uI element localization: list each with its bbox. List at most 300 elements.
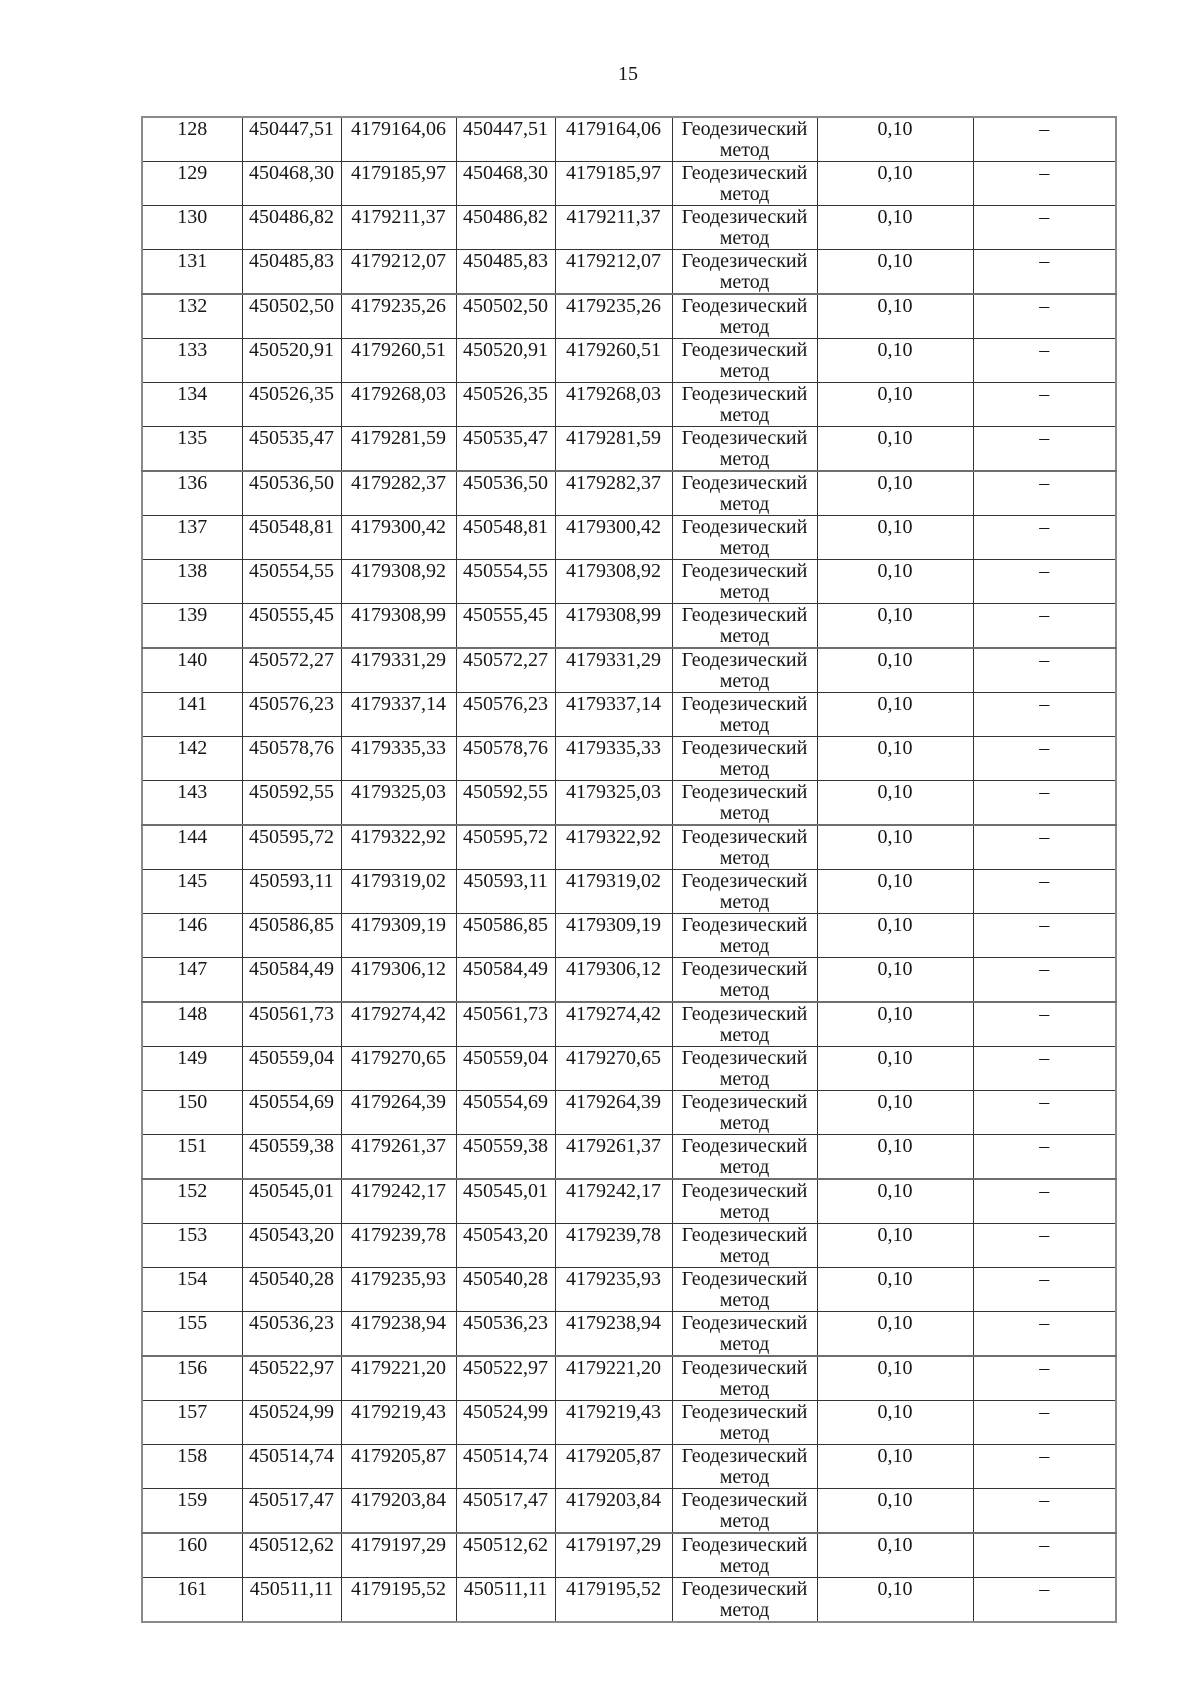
- accuracy-cell: 0,10: [817, 693, 973, 737]
- x-existing-cell: 450536,23: [242, 1312, 341, 1357]
- y-existing-cell: 4179281,59: [341, 427, 456, 472]
- accuracy-cell: 0,10: [817, 250, 973, 295]
- point-number-cell: 160: [142, 1533, 242, 1578]
- accuracy-cell: 0,10: [817, 1091, 973, 1135]
- y-existing-cell: 4179308,92: [341, 560, 456, 604]
- x-specified-cell: 450485,83: [456, 250, 555, 295]
- note-cell: –: [973, 1179, 1116, 1224]
- table-row: [142, 162, 1116, 206]
- accuracy-cell: 0,10: [817, 471, 973, 516]
- method-cell: Геодезический метод: [672, 693, 817, 737]
- y-existing-cell: 4179238,94: [341, 1312, 456, 1357]
- y-specified-cell: 4179235,93: [555, 1268, 672, 1312]
- y-specified-cell: 4179195,52: [555, 1578, 672, 1623]
- method-cell: Геодезический метод: [672, 162, 817, 206]
- y-existing-cell: 4179164,06: [341, 117, 456, 162]
- accuracy-cell: 0,10: [817, 117, 973, 162]
- accuracy-cell: 0,10: [817, 560, 973, 604]
- point-number-cell: 150: [142, 1091, 242, 1135]
- method-cell: Геодезический метод: [672, 427, 817, 472]
- accuracy-cell: 0,10: [817, 516, 973, 560]
- y-existing-cell: 4179242,17: [341, 1179, 456, 1224]
- table-row: [142, 1312, 1116, 1357]
- note-cell: –: [973, 1268, 1116, 1312]
- point-number-cell: 153: [142, 1224, 242, 1268]
- x-existing-cell: 450522,97: [242, 1356, 341, 1401]
- y-existing-cell: 4179264,39: [341, 1091, 456, 1135]
- table-row: [142, 1091, 1116, 1135]
- note-cell: –: [973, 914, 1116, 958]
- point-number-cell: 149: [142, 1047, 242, 1091]
- method-cell: Геодезический метод: [672, 1578, 817, 1623]
- x-specified-cell: 450548,81: [456, 516, 555, 560]
- y-existing-cell: 4179319,02: [341, 870, 456, 914]
- x-specified-cell: 450593,11: [456, 870, 555, 914]
- y-specified-cell: 4179337,14: [555, 693, 672, 737]
- y-specified-cell: 4179319,02: [555, 870, 672, 914]
- point-number-cell: 158: [142, 1445, 242, 1489]
- method-cell: Геодезический метод: [672, 958, 817, 1003]
- point-number-cell: 142: [142, 737, 242, 781]
- note-cell: –: [973, 781, 1116, 826]
- x-existing-cell: 450545,01: [242, 1179, 341, 1224]
- y-specified-cell: 4179335,33: [555, 737, 672, 781]
- x-specified-cell: 450559,04: [456, 1047, 555, 1091]
- accuracy-cell: 0,10: [817, 1578, 973, 1623]
- accuracy-cell: 0,10: [817, 870, 973, 914]
- table-row: [142, 1224, 1116, 1268]
- accuracy-cell: 0,10: [817, 1224, 973, 1268]
- x-specified-cell: 450576,23: [456, 693, 555, 737]
- note-cell: –: [973, 294, 1116, 339]
- x-existing-cell: 450548,81: [242, 516, 341, 560]
- y-specified-cell: 4179325,03: [555, 781, 672, 826]
- note-cell: –: [973, 1135, 1116, 1180]
- method-cell: Геодезический метод: [672, 1312, 817, 1357]
- y-specified-cell: 4179268,03: [555, 383, 672, 427]
- accuracy-cell: 0,10: [817, 1312, 973, 1357]
- x-specified-cell: 450543,20: [456, 1224, 555, 1268]
- y-specified-cell: 4179185,97: [555, 162, 672, 206]
- table-row: [142, 1489, 1116, 1534]
- point-number-cell: 147: [142, 958, 242, 1003]
- x-existing-cell: 450554,69: [242, 1091, 341, 1135]
- method-cell: Геодезический метод: [672, 604, 817, 649]
- note-cell: –: [973, 516, 1116, 560]
- method-cell: Геодезический метод: [672, 914, 817, 958]
- y-existing-cell: 4179197,29: [341, 1533, 456, 1578]
- note-cell: –: [973, 737, 1116, 781]
- table-row: [142, 781, 1116, 826]
- y-specified-cell: 4179308,92: [555, 560, 672, 604]
- y-specified-cell: 4179308,99: [555, 604, 672, 649]
- accuracy-cell: 0,10: [817, 1002, 973, 1047]
- point-number-cell: 144: [142, 825, 242, 870]
- y-specified-cell: 4179260,51: [555, 339, 672, 383]
- method-cell: Геодезический метод: [672, 339, 817, 383]
- point-number-cell: 129: [142, 162, 242, 206]
- coordinates-table: [141, 116, 1117, 1623]
- x-specified-cell: 450536,23: [456, 1312, 555, 1357]
- point-number-cell: 132: [142, 294, 242, 339]
- method-cell: Геодезический метод: [672, 1091, 817, 1135]
- x-specified-cell: 450561,73: [456, 1002, 555, 1047]
- y-existing-cell: 4179270,65: [341, 1047, 456, 1091]
- y-existing-cell: 4179300,42: [341, 516, 456, 560]
- note-cell: –: [973, 1047, 1116, 1091]
- y-specified-cell: 4179331,29: [555, 648, 672, 693]
- method-cell: Геодезический метод: [672, 825, 817, 870]
- y-existing-cell: 4179331,29: [341, 648, 456, 693]
- y-existing-cell: 4179268,03: [341, 383, 456, 427]
- x-specified-cell: 450511,11: [456, 1578, 555, 1623]
- method-cell: Геодезический метод: [672, 117, 817, 162]
- accuracy-cell: 0,10: [817, 781, 973, 826]
- table-row: [142, 1356, 1116, 1401]
- method-cell: Геодезический метод: [672, 1002, 817, 1047]
- method-cell: Геодезический метод: [672, 1135, 817, 1180]
- page-number: 15: [618, 63, 638, 85]
- x-specified-cell: 450535,47: [456, 427, 555, 472]
- y-existing-cell: 4179219,43: [341, 1401, 456, 1445]
- point-number-cell: 143: [142, 781, 242, 826]
- table-row: [142, 206, 1116, 250]
- accuracy-cell: 0,10: [817, 1445, 973, 1489]
- point-number-cell: 145: [142, 870, 242, 914]
- point-number-cell: 130: [142, 206, 242, 250]
- point-number-cell: 135: [142, 427, 242, 472]
- y-specified-cell: 4179274,42: [555, 1002, 672, 1047]
- x-existing-cell: 450572,27: [242, 648, 341, 693]
- y-specified-cell: 4179219,43: [555, 1401, 672, 1445]
- table-row: [142, 1445, 1116, 1489]
- method-cell: Геодезический метод: [672, 1179, 817, 1224]
- table-row: [142, 825, 1116, 870]
- point-number-cell: 128: [142, 117, 242, 162]
- y-specified-cell: 4179203,84: [555, 1489, 672, 1534]
- y-specified-cell: 4179221,20: [555, 1356, 672, 1401]
- y-existing-cell: 4179306,12: [341, 958, 456, 1003]
- y-specified-cell: 4179309,19: [555, 914, 672, 958]
- x-existing-cell: 450485,83: [242, 250, 341, 295]
- x-existing-cell: 450543,20: [242, 1224, 341, 1268]
- x-specified-cell: 450447,51: [456, 117, 555, 162]
- method-cell: Геодезический метод: [672, 206, 817, 250]
- x-existing-cell: 450578,76: [242, 737, 341, 781]
- x-specified-cell: 450578,76: [456, 737, 555, 781]
- method-cell: Геодезический метод: [672, 516, 817, 560]
- table-row: [142, 294, 1116, 339]
- point-number-cell: 136: [142, 471, 242, 516]
- accuracy-cell: 0,10: [817, 604, 973, 649]
- table-row: [142, 516, 1116, 560]
- x-specified-cell: 450586,85: [456, 914, 555, 958]
- x-existing-cell: 450559,04: [242, 1047, 341, 1091]
- y-existing-cell: 4179325,03: [341, 781, 456, 826]
- note-cell: –: [973, 1224, 1116, 1268]
- point-number-cell: 148: [142, 1002, 242, 1047]
- accuracy-cell: 0,10: [817, 206, 973, 250]
- accuracy-cell: 0,10: [817, 1135, 973, 1180]
- accuracy-cell: 0,10: [817, 914, 973, 958]
- method-cell: Геодезический метод: [672, 1356, 817, 1401]
- x-existing-cell: 450520,91: [242, 339, 341, 383]
- point-number-cell: 133: [142, 339, 242, 383]
- accuracy-cell: 0,10: [817, 737, 973, 781]
- point-number-cell: 139: [142, 604, 242, 649]
- point-number-cell: 159: [142, 1489, 242, 1534]
- y-specified-cell: 4179238,94: [555, 1312, 672, 1357]
- x-specified-cell: 450540,28: [456, 1268, 555, 1312]
- note-cell: –: [973, 958, 1116, 1003]
- table-row: [142, 693, 1116, 737]
- y-existing-cell: 4179322,92: [341, 825, 456, 870]
- note-cell: –: [973, 1356, 1116, 1401]
- accuracy-cell: 0,10: [817, 383, 973, 427]
- accuracy-cell: 0,10: [817, 1533, 973, 1578]
- point-number-cell: 152: [142, 1179, 242, 1224]
- x-existing-cell: 450514,74: [242, 1445, 341, 1489]
- method-cell: Геодезический метод: [672, 471, 817, 516]
- note-cell: –: [973, 1445, 1116, 1489]
- table-row: [142, 1179, 1116, 1224]
- method-cell: Геодезический метод: [672, 294, 817, 339]
- note-cell: –: [973, 383, 1116, 427]
- method-cell: Геодезический метод: [672, 1047, 817, 1091]
- note-cell: –: [973, 117, 1116, 162]
- y-specified-cell: 4179239,78: [555, 1224, 672, 1268]
- x-existing-cell: 450540,28: [242, 1268, 341, 1312]
- x-existing-cell: 450559,38: [242, 1135, 341, 1180]
- note-cell: –: [973, 250, 1116, 295]
- y-existing-cell: 4179205,87: [341, 1445, 456, 1489]
- y-existing-cell: 4179185,97: [341, 162, 456, 206]
- x-specified-cell: 450468,30: [456, 162, 555, 206]
- note-cell: –: [973, 1002, 1116, 1047]
- x-existing-cell: 450524,99: [242, 1401, 341, 1445]
- x-existing-cell: 450584,49: [242, 958, 341, 1003]
- x-specified-cell: 450559,38: [456, 1135, 555, 1180]
- x-existing-cell: 450561,73: [242, 1002, 341, 1047]
- note-cell: –: [973, 427, 1116, 472]
- x-specified-cell: 450526,35: [456, 383, 555, 427]
- note-cell: –: [973, 162, 1116, 206]
- accuracy-cell: 0,10: [817, 648, 973, 693]
- x-existing-cell: 450526,35: [242, 383, 341, 427]
- method-cell: Геодезический метод: [672, 870, 817, 914]
- x-existing-cell: 450447,51: [242, 117, 341, 162]
- method-cell: Геодезический метод: [672, 1268, 817, 1312]
- x-existing-cell: 450536,50: [242, 471, 341, 516]
- y-existing-cell: 4179203,84: [341, 1489, 456, 1534]
- table-row: [142, 1047, 1116, 1091]
- table-row: [142, 1533, 1116, 1578]
- y-existing-cell: 4179235,26: [341, 294, 456, 339]
- x-existing-cell: 450535,47: [242, 427, 341, 472]
- x-specified-cell: 450554,55: [456, 560, 555, 604]
- x-specified-cell: 450545,01: [456, 1179, 555, 1224]
- x-existing-cell: 450595,72: [242, 825, 341, 870]
- method-cell: Геодезический метод: [672, 1401, 817, 1445]
- y-specified-cell: 4179300,42: [555, 516, 672, 560]
- x-specified-cell: 450595,72: [456, 825, 555, 870]
- x-existing-cell: 450486,82: [242, 206, 341, 250]
- table-row: [142, 339, 1116, 383]
- x-specified-cell: 450584,49: [456, 958, 555, 1003]
- table-row: [142, 914, 1116, 958]
- x-specified-cell: 450555,45: [456, 604, 555, 649]
- table-row: [142, 427, 1116, 472]
- table-row: [142, 958, 1116, 1003]
- table-row: [142, 1401, 1116, 1445]
- x-specified-cell: 450517,47: [456, 1489, 555, 1534]
- y-specified-cell: 4179235,26: [555, 294, 672, 339]
- table-row: [142, 1268, 1116, 1312]
- x-existing-cell: 450512,62: [242, 1533, 341, 1578]
- accuracy-cell: 0,10: [817, 294, 973, 339]
- table-row: [142, 471, 1116, 516]
- x-specified-cell: 450502,50: [456, 294, 555, 339]
- point-number-cell: 151: [142, 1135, 242, 1180]
- note-cell: –: [973, 560, 1116, 604]
- method-cell: Геодезический метод: [672, 250, 817, 295]
- y-specified-cell: 4179205,87: [555, 1445, 672, 1489]
- point-number-cell: 134: [142, 383, 242, 427]
- y-specified-cell: 4179322,92: [555, 825, 672, 870]
- x-specified-cell: 450512,62: [456, 1533, 555, 1578]
- point-number-cell: 146: [142, 914, 242, 958]
- table-row: [142, 604, 1116, 649]
- note-cell: –: [973, 1489, 1116, 1534]
- y-specified-cell: 4179242,17: [555, 1179, 672, 1224]
- method-cell: Геодезический метод: [672, 1224, 817, 1268]
- note-cell: –: [973, 648, 1116, 693]
- table-row: [142, 117, 1116, 162]
- x-existing-cell: 450517,47: [242, 1489, 341, 1534]
- table-row: [142, 870, 1116, 914]
- x-specified-cell: 450592,55: [456, 781, 555, 826]
- note-cell: –: [973, 1401, 1116, 1445]
- y-existing-cell: 4179211,37: [341, 206, 456, 250]
- y-specified-cell: 4179281,59: [555, 427, 672, 472]
- table-row: [142, 1578, 1116, 1623]
- method-cell: Геодезический метод: [672, 737, 817, 781]
- accuracy-cell: 0,10: [817, 1047, 973, 1091]
- note-cell: –: [973, 604, 1116, 649]
- accuracy-cell: 0,10: [817, 958, 973, 1003]
- x-specified-cell: 450514,74: [456, 1445, 555, 1489]
- point-number-cell: 157: [142, 1401, 242, 1445]
- point-number-cell: 156: [142, 1356, 242, 1401]
- point-number-cell: 137: [142, 516, 242, 560]
- x-existing-cell: 450554,55: [242, 560, 341, 604]
- method-cell: Геодезический метод: [672, 781, 817, 826]
- note-cell: –: [973, 693, 1116, 737]
- x-specified-cell: 450520,91: [456, 339, 555, 383]
- y-existing-cell: 4179221,20: [341, 1356, 456, 1401]
- note-cell: –: [973, 1312, 1116, 1357]
- coordinates-table-body: [142, 117, 1116, 1622]
- x-specified-cell: 450536,50: [456, 471, 555, 516]
- y-existing-cell: 4179308,99: [341, 604, 456, 649]
- point-number-cell: 154: [142, 1268, 242, 1312]
- table-row: [142, 1002, 1116, 1047]
- point-number-cell: 161: [142, 1578, 242, 1623]
- table-row: [142, 560, 1116, 604]
- note-cell: –: [973, 1533, 1116, 1578]
- method-cell: Геодезический метод: [672, 383, 817, 427]
- accuracy-cell: 0,10: [817, 1356, 973, 1401]
- y-specified-cell: 4179306,12: [555, 958, 672, 1003]
- accuracy-cell: 0,10: [817, 1268, 973, 1312]
- point-number-cell: 141: [142, 693, 242, 737]
- note-cell: –: [973, 339, 1116, 383]
- x-specified-cell: 450554,69: [456, 1091, 555, 1135]
- y-specified-cell: 4179282,37: [555, 471, 672, 516]
- y-specified-cell: 4179211,37: [555, 206, 672, 250]
- x-existing-cell: 450555,45: [242, 604, 341, 649]
- method-cell: Геодезический метод: [672, 648, 817, 693]
- table-row: [142, 648, 1116, 693]
- method-cell: Геодезический метод: [672, 560, 817, 604]
- y-existing-cell: 4179309,19: [341, 914, 456, 958]
- note-cell: –: [973, 825, 1116, 870]
- x-existing-cell: 450593,11: [242, 870, 341, 914]
- note-cell: –: [973, 471, 1116, 516]
- y-existing-cell: 4179274,42: [341, 1002, 456, 1047]
- point-number-cell: 155: [142, 1312, 242, 1357]
- y-existing-cell: 4179212,07: [341, 250, 456, 295]
- y-existing-cell: 4179261,37: [341, 1135, 456, 1180]
- y-specified-cell: 4179164,06: [555, 117, 672, 162]
- method-cell: Геодезический метод: [672, 1533, 817, 1578]
- accuracy-cell: 0,10: [817, 427, 973, 472]
- point-number-cell: 140: [142, 648, 242, 693]
- note-cell: –: [973, 1578, 1116, 1623]
- accuracy-cell: 0,10: [817, 1179, 973, 1224]
- x-specified-cell: 450522,97: [456, 1356, 555, 1401]
- note-cell: –: [973, 1091, 1116, 1135]
- y-existing-cell: 4179335,33: [341, 737, 456, 781]
- note-cell: –: [973, 206, 1116, 250]
- table-row: [142, 1135, 1116, 1180]
- x-specified-cell: 450572,27: [456, 648, 555, 693]
- point-number-cell: 138: [142, 560, 242, 604]
- y-existing-cell: 4179239,78: [341, 1224, 456, 1268]
- method-cell: Геодезический метод: [672, 1445, 817, 1489]
- x-existing-cell: 450586,85: [242, 914, 341, 958]
- table-row: [142, 383, 1116, 427]
- accuracy-cell: 0,10: [817, 339, 973, 383]
- y-specified-cell: 4179261,37: [555, 1135, 672, 1180]
- method-cell: Геодезический метод: [672, 1489, 817, 1534]
- y-existing-cell: 4179337,14: [341, 693, 456, 737]
- accuracy-cell: 0,10: [817, 825, 973, 870]
- y-specified-cell: 4179197,29: [555, 1533, 672, 1578]
- x-specified-cell: 450524,99: [456, 1401, 555, 1445]
- table-row: [142, 737, 1116, 781]
- point-number-cell: 131: [142, 250, 242, 295]
- accuracy-cell: 0,10: [817, 162, 973, 206]
- x-existing-cell: 450502,50: [242, 294, 341, 339]
- x-specified-cell: 450486,82: [456, 206, 555, 250]
- x-existing-cell: 450576,23: [242, 693, 341, 737]
- x-existing-cell: 450468,30: [242, 162, 341, 206]
- note-cell: –: [973, 870, 1116, 914]
- y-existing-cell: 4179195,52: [341, 1578, 456, 1623]
- y-existing-cell: 4179260,51: [341, 339, 456, 383]
- y-specified-cell: 4179270,65: [555, 1047, 672, 1091]
